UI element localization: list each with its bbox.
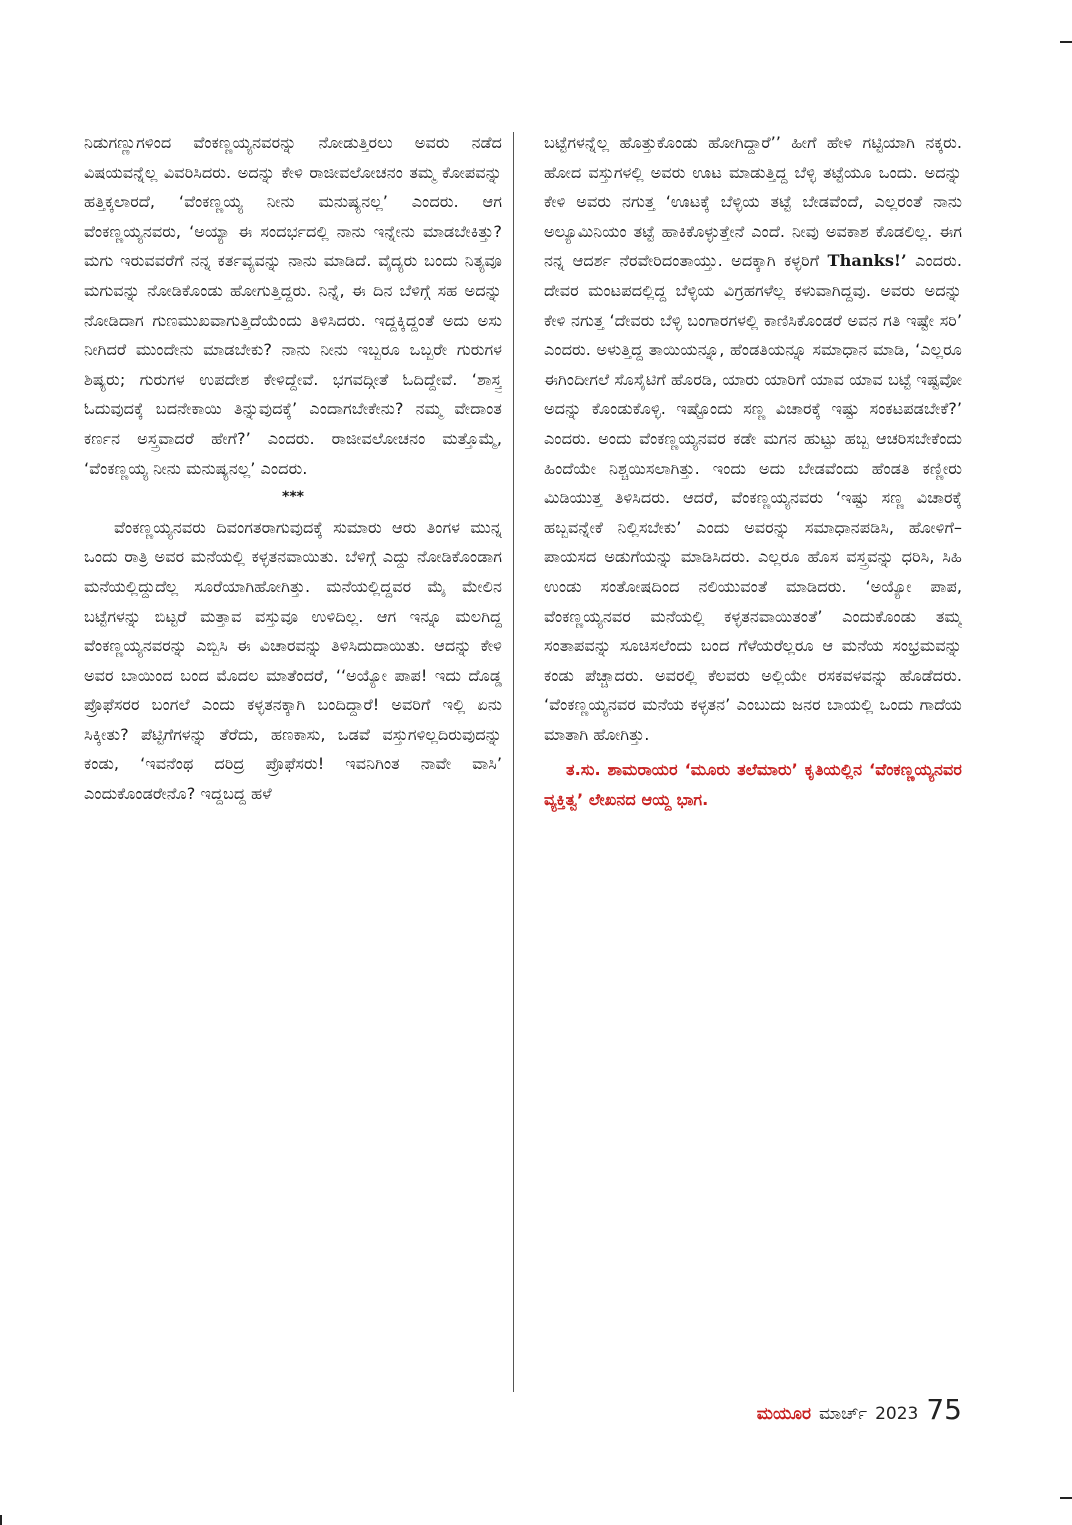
right-column: [544, 128, 962, 1403]
issue-year: 2023: [875, 1404, 919, 1424]
thanks-text: Thanks!’: [827, 251, 907, 271]
left-paragraph-1: ನಿಡುಗಣ್ಣುಗಳಿಂದ ವೆಂಕಣ್ಣಯ್ಯನವರನ್ನು ನೋಡುತ್ತಿರಲು ಅವರು ನಡೆದ ವಿಷಯವನ್ನೆಲ್ಲ ವಿವರಿಸಿದರು. ಅದನ್ನು ಕೇಳಿ ರಾಜೀವಲೋಚನಂ ತಮ್ಮ ಕೋಪವನ್ನು ಹತ್ತಿಕ್ಕಲಾರದೆ, ‘ವೆಂಕಣ್ಣಯ್ಯ ನೀನು ಮನುಷ್ಯನಲ್ಲ’ ಎಂದರು. ಆಗ ವೆಂಕಣ್ಣಯ್ಯನವರು, ‘ಅಯ್ಯಾ ಈ ಸಂದರ್ಭದಲ್ಲಿ ನಾನು ಇನ್ನೇನು ಮಾಡಬೇಕಿತ್ತು? ಮಗು ಇರುವವರೆಗೆ ನನ್ನ ಕರ್ತವ್ಯವನ್ನು ನಾನು ಮಾಡಿದೆ. ವೈದ್ಯರು ಬಂದು ನಿತ್ಯವೂ ಮಗುವನ್ನು ನೋಡಿಕೊಂಡು ಹೋಗುತ್ತಿದ್ದರು. ನಿನ್ನೆ, ಈ ದಿನ ಬೆಳಿಗ್ಗೆ ಸಹ ಅದನ್ನು ನೋಡಿದಾಗ ಗುಣಮುಖವಾಗುತ್ತಿದೆಯೆಂದು ತಿಳಿಸಿದರು. ಇದ್ದಕ್ಕಿದ್ದಂತೆ ಅದು ಅಸು ನೀಗಿದರೆ ಮುಂದೇನು ಮಾಡಬೇಕು? ನಾನು ನೀನು ಇಬ್ಬರೂ ಒಬ್ಬರೇ ಗುರುಗಳ ಶಿಷ್ಯರು; ಗುರುಗಳ ಉಪದೇಶ ಕೇಳಿದ್ದೇವೆ. ಭಗವದ್ಗೀತೆ ಓದಿದ್ದೇವೆ. ‘ಶಾಸ್ತ್ರ ಓದುವುದಕ್ಕೆ ಬದನೇಕಾಯಿ ತಿನ್ನುವುದಕ್ಕೆ’ ಎಂದಾಗಬೇಕೇನು? ನಮ್ಮ ವೇದಾಂತ ಕರ್ಣನ ಅಸ್ತ್ರವಾದರೆ ಹೇಗೆ?’ ಎಂದರು. ರಾಜೀವಲೋಚನಂ ಮತ್ತೊಮ್ಮೆ, ‘ವೆಂಕಣ್ಣಯ್ಯ ನೀನು ಮನುಷ್ಯನಲ್ಲ’ ಎಂದರು.: [84, 133, 502, 478]
left-column: [84, 128, 502, 1403]
crop-mark-bottom-left: [0, 1515, 2, 1525]
crop-mark-right-upper: [1060, 41, 1072, 43]
page-footer: [757, 1393, 962, 1426]
magazine-name: ಮಯೂರ: [756, 1404, 811, 1424]
article-page: [84, 128, 966, 1403]
column-divider: [513, 132, 514, 1392]
right-paragraph-1: [544, 128, 962, 749]
left-paragraph-2: ವೆಂಕಣ್ಣಯ್ಯನವರು ದಿವಂಗತರಾಗುವುದಕ್ಕೆ ಸುಮಾರು ಆರು ತಿಂಗಳ ಮುನ್ನ ಒಂದು ರಾತ್ರಿ ಅವರ ಮನೆಯಲ್ಲಿ ಕಳ್ಳತನವಾಯಿತು. ಬೆಳಿಗ್ಗೆ ಎದ್ದು ನೋಡಿಕೊಂಡಾಗ ಮನೆಯಲ್ಲಿದ್ದುದೆಲ್ಲ ಸೂರೆಯಾಗಿಹೋಗಿತ್ತು. ಮನೆಯಲ್ಲಿದ್ದವರ ಮೈ ಮೇಲಿನ ಬಟ್ಟೆಗಳನ್ನು ಬಿಟ್ಟರೆ ಮತ್ತಾವ ವಸ್ತುವೂ ಉಳಿದಿಲ್ಲ. ಆಗ ಇನ್ನೂ ಮಲಗಿದ್ದ ವೆಂಕಣ್ಣಯ್ಯನವರನ್ನು ಎಬ್ಬಿಸಿ ಈ ವಿಚಾರವನ್ನು ತಿಳಿಸಿದುದಾಯಿತು. ಆದನ್ನು ಕೇಳಿ ಅವರ ಬಾಯಿಂದ ಬಂದ ಮೊದಲ ಮಾತೆಂದರೆ, ‘‘ಅಯ್ಯೋ ಪಾಪ! ಇದು ದೊಡ್ಡ ಪ್ರೊಫೆಸರರ ಬಂಗಲೆ ಎಂದು ಕಳ್ಳತನಕ್ಕಾಗಿ ಬಂದಿದ್ದಾರೆ! ಅವರಿಗೆ ಇಲ್ಲಿ ಏನು ಸಿಕ್ಕೀತು? ಪೆಟ್ಟಿಗೆಗಳನ್ನು ತೆರೆದು, ಹಣಕಾಸು, ಒಡವೆ ವಸ್ತುಗಳಿಲ್ಲದಿರುವುದನ್ನು ಕಂಡು, ‘ಇವನೆಂಥ ದರಿದ್ರ ಪ್ರೊಫೆಸರು! ಇವನಿಗಿಂತ ನಾವೇ ವಾಸಿ’ ಎಂದುಕೊಂಡರೇನೊ? ಇದ್ದಬದ್ದ ಹಳೆ: [84, 517, 502, 804]
section-separator: ***: [282, 489, 304, 506]
crop-mark-right-lower: [1060, 1497, 1072, 1499]
source-credit: ತ.ಸು. ಶಾಮರಾಯರ ‘ಮೂರು ತಲೆಮಾರು’ ಕೃತಿಯಲ್ಲಿನ ‘ವೆಂಕಣ್ಣಯ್ಯನವರ ವ್ಯಕ್ತಿತ್ವ’ ಲೇಖನದ ಆಯ್ದ ಭಾಗ.: [544, 760, 962, 810]
right-paragraph-1-end: ಎಂದರು. ದೇವರ ಮಂಟಪದಲ್ಲಿದ್ದ ಬೆಳ್ಳಿಯ ವಿಗ್ರಹಗಳೆಲ್ಲ ಕಳುವಾಗಿದ್ದವು. ಅವರು ಅದನ್ನು ಕೇಳಿ ನಗುತ್ತ ‘ದೇವರು ಬೆಳ್ಳಿ ಬಂಗಾರಗಳಲ್ಲಿ ಕಾಣಿಸಿಕೊಂಡರೆ ಅವನ ಗತಿ ಇಷ್ಟೇ ಸರಿ’ ಎಂದರು. ಅಳುತ್ತಿದ್ದ ತಾಯಿಯನ್ನೂ, ಹೆಂಡತಿಯನ್ನೂ ಸಮಾಧಾನ ಮಾಡಿ, ‘ಎಲ್ಲರೂ ಈಗಿಂದೀಗಲೆ ಸೊಸೈಟಿಗೆ ಹೊರಡಿ, ಯಾರು ಯಾರಿಗೆ ಯಾವ ಯಾವ ಬಟ್ಟೆ ಇಷ್ಟವೋ ಅದನ್ನು ಕೊಂಡುಕೊಳ್ಳಿ. ಇಷ್ಟೊಂದು ಸಣ್ಣ ವಿಚಾರಕ್ಕೆ ಇಷ್ಟು ಸಂಕಟಪಡಬೇಕೆ?’ ಎಂದರು. ಅಂದು ವೆಂಕಣ್ಣಯ್ಯನವರ ಕಡೇ ಮಗನ ಹುಟ್ಟು ಹಬ್ಬ ಆಚರಿಸಬೇಕೆಂದು ಹಿಂದೆಯೇ ನಿಶ್ಚಯಿಸಲಾಗಿತ್ತು. ಇಂದು ಅದು ಬೇಡವೆಂದು ಹೆಂಡತಿ ಕಣ್ಣೀರು ಮಿಡಿಯುತ್ತ ತಿಳಿಸಿದರು. ಆದರೆ, ವೆಂಕಣ್ಣಯ್ಯನವರು ‘ಇಷ್ಟು ಸಣ್ಣ ವಿಚಾರಕ್ಕೆ ಹಬ್ಬವನ್ನೇಕೆ ನಿಲ್ಲಿಸಬೇಕು’ ಎಂದು ಅವರನ್ನು ಸಮಾಧಾನಪಡಿಸಿ, ಹೋಳಿಗೆ–ಪಾಯಸದ ಅಡುಗೆಯನ್ನು ಮಾಡಿಸಿದರು. ಎಲ್ಲರೂ ಹೊಸ ವಸ್ತ್ರವನ್ನು ಧರಿಸಿ, ಸಿಹಿ ಉಂಡು ಸಂತೋಷದಿಂದ ನಲಿಯುವಂತೆ ಮಾಡಿದರು. ‘ಅಯ್ಯೋ ಪಾಪ, ವೆಂಕಣ್ಣಯ್ಯನವರ ಮನೆಯಲ್ಲಿ ಕಳ್ಳತನವಾಯಿತಂತೆ’ ಎಂದುಕೊಂಡು ತಮ್ಮ ಸಂತಾಪವನ್ನು ಸೂಚಿಸಲೆಂದು ಬಂದ ಗೆಳೆಯರೆಲ್ಲರೂ ಆ ಮನೆಯ ಸಂಭ್ರಮವನ್ನು ಕಂಡು ಪೆಚ್ಚಾದರು. ಅವರಲ್ಲಿ ಕೆಲವರು ಅಲ್ಲಿಯೇ ರಸಕವಳವನ್ನು ಹೊಡೆದರು. ‘ವೆಂಕಣ್ಣಯ್ಯನವರ ಮನೆಯ ಕಳ್ಳತನ’ ಎಂಬುದು ಜನರ ಬಾಯಲ್ಲಿ ಒಂದು ಗಾದೆಯ ಮಾತಾಗಿ ಹೋಗಿತ್ತು.: [544, 251, 962, 744]
right-paragraph-1-start: ಬಟ್ಟೆಗಳನ್ನೆಲ್ಲ ಹೊತ್ತುಕೊಂಡು ಹೋಗಿದ್ದಾರೆ’’ ಹೀಗೆ ಹೇಳಿ ಗಟ್ಟಿಯಾಗಿ ನಕ್ಕರು. ಹೋದ ವಸ್ತುಗಳಲ್ಲಿ ಅವರು ಊಟ ಮಾಡುತ್ತಿದ್ದ ಬೆಳ್ಳಿ ತಟ್ಟೆಯೂ ಒಂದು. ಅದನ್ನು ಕೇಳಿ ಅವರು ನಗುತ್ತ ‘ಊಟಕ್ಕೆ ಬೆಳ್ಳಿಯ ತಟ್ಟೆ ಬೇಡವೆಂದೆ, ಎಲ್ಲರಂತೆ ನಾನು ಅಲ್ಯೂಮಿನಿಯಂ ತಟ್ಟೆ ಹಾಕಿಕೊಳ್ಳುತ್ತೇನೆ ಎಂದೆ. ನೀವು ಅವಕಾಶ ಕೊಡಲಿಲ್ಲ. ಈಗ ನನ್ನ ಆದರ್ಶ ನೆರವೇರಿದಂತಾಯ್ತು. ಅದಕ್ಕಾಗಿ ಕಳ್ಳರಿಗೆ: [544, 133, 962, 271]
page-number: 75: [926, 1393, 962, 1426]
issue-month: ಮಾರ್ಚ್: [819, 1404, 868, 1424]
